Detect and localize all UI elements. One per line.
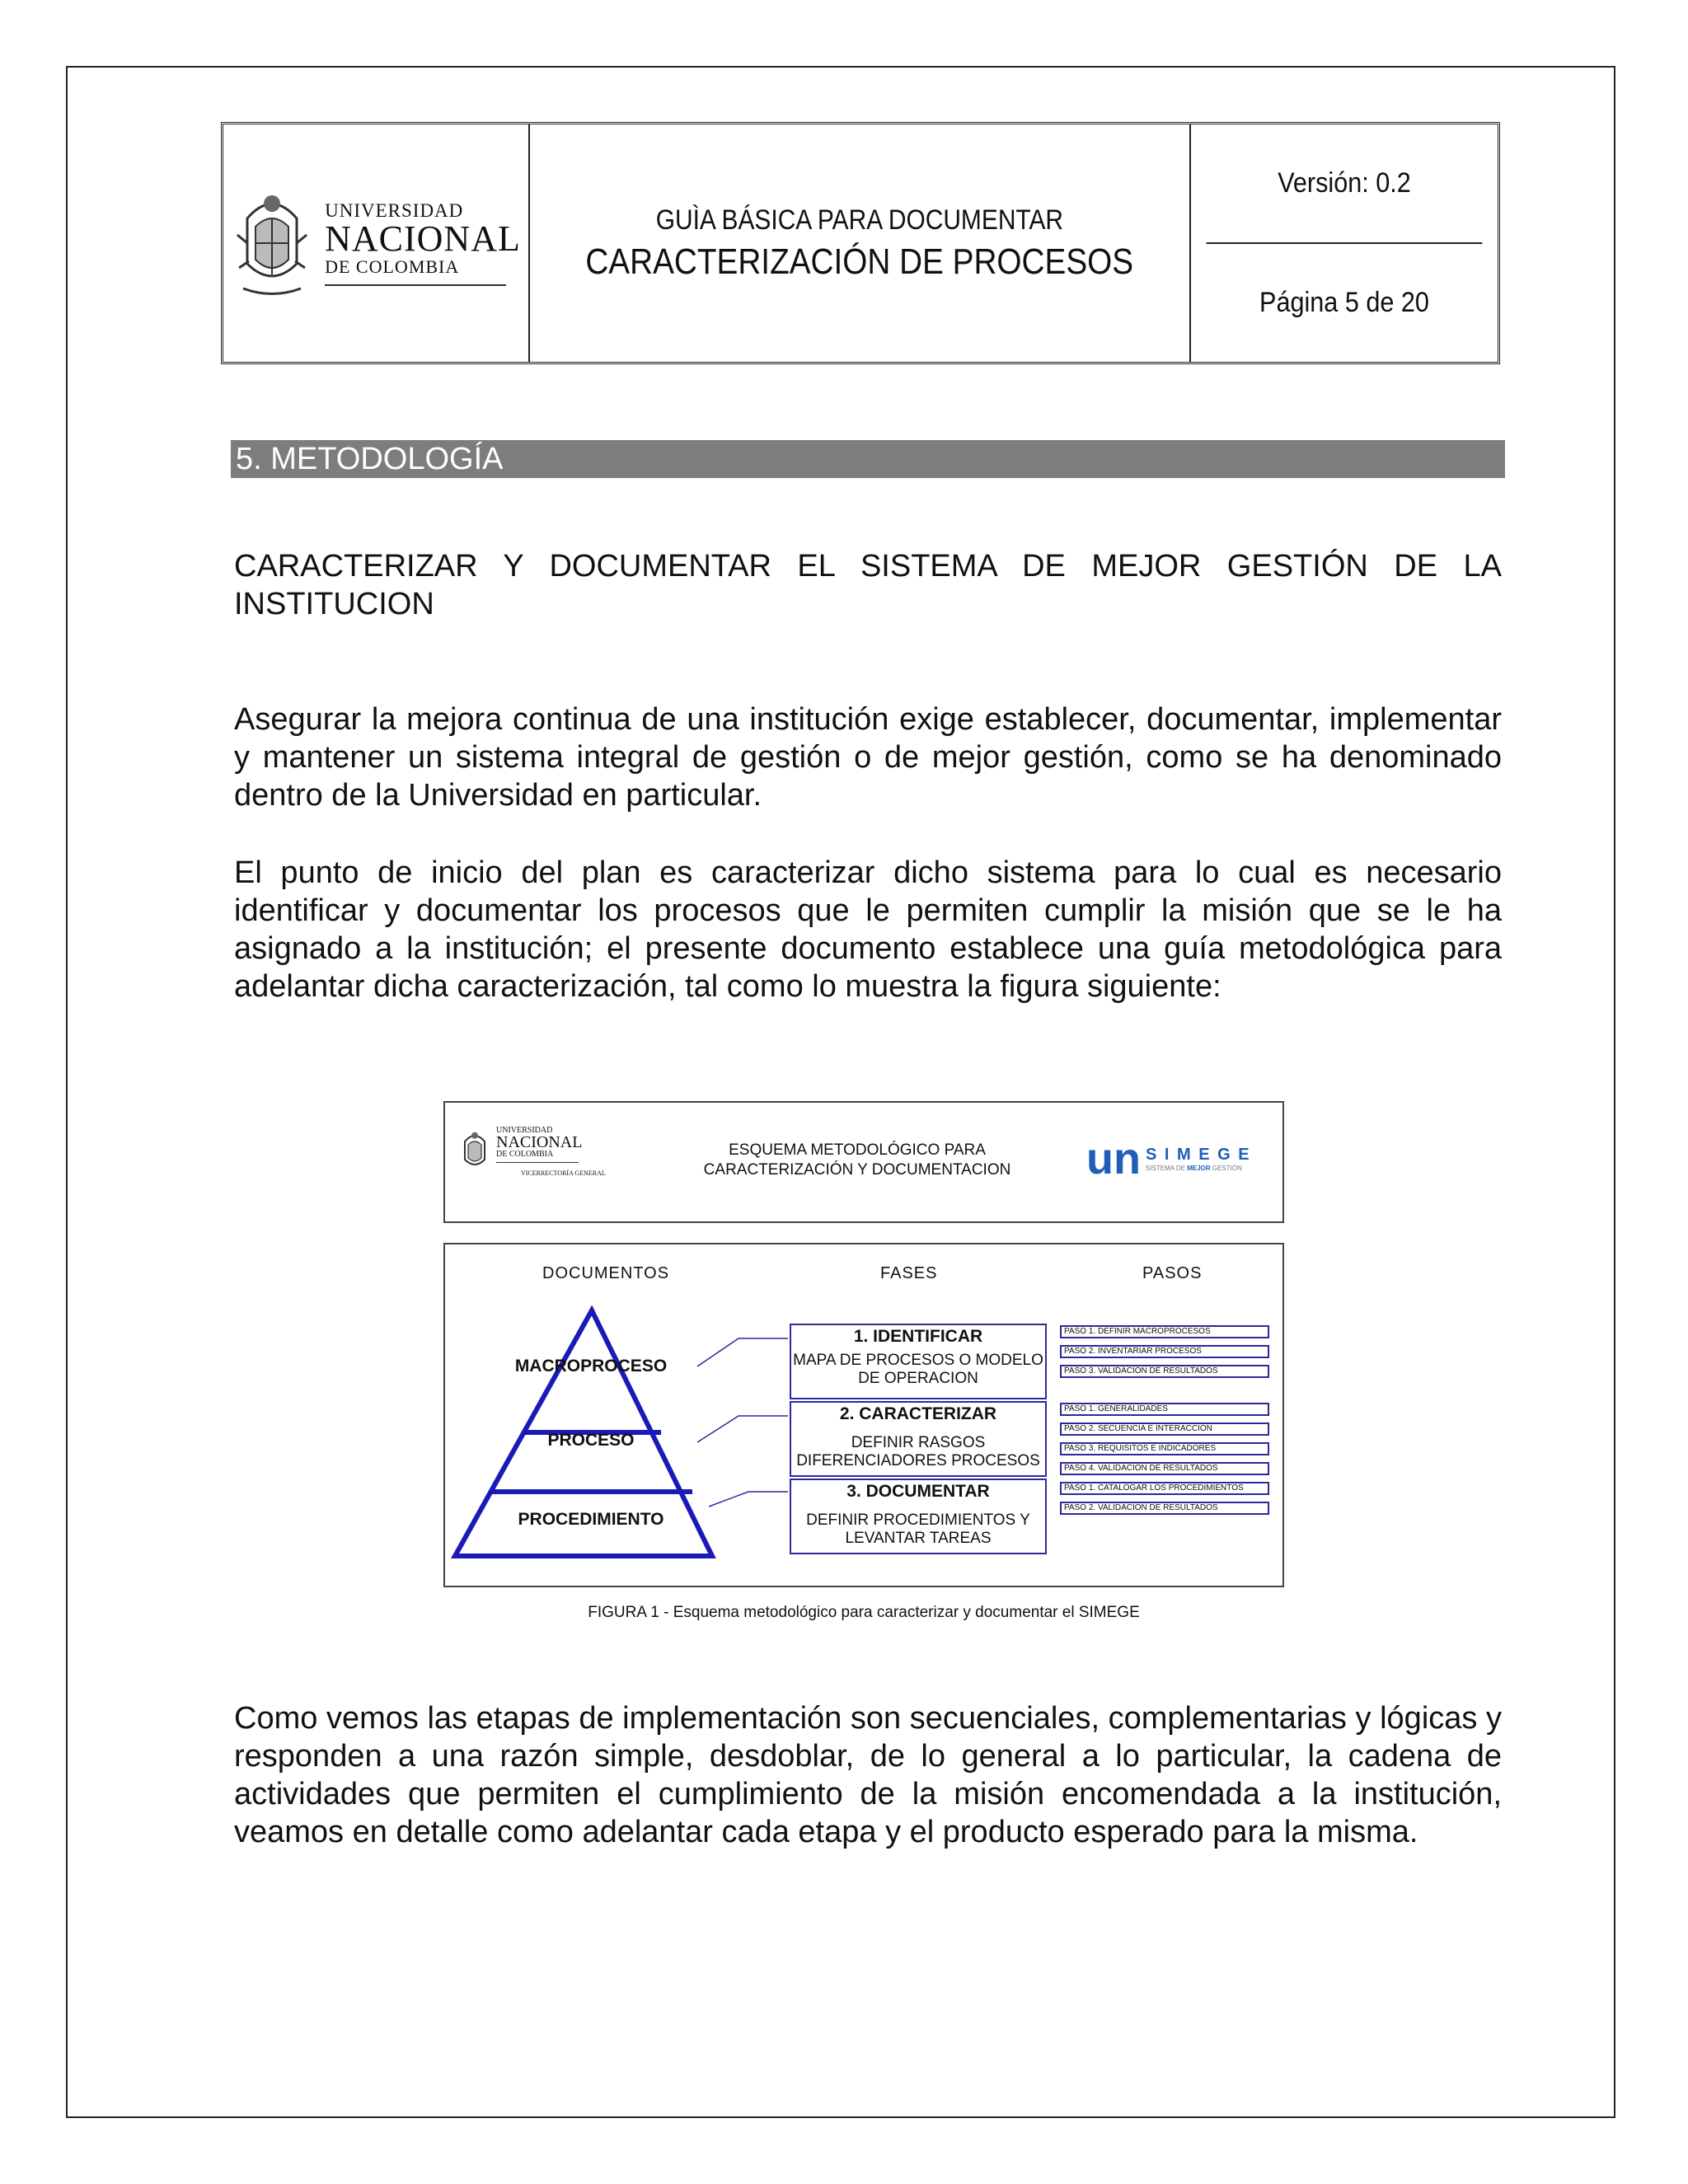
phase-desc-line-2: DE OPERACION [858,1370,978,1387]
phase-description [791,1511,1045,1548]
document-header [221,122,1500,364]
simege-tagline-post: GESTIÓN [1210,1165,1242,1172]
step-item: PASO 4. VALIDACION DE RESULTADOS [1060,1462,1269,1475]
figure-title-line-1: ESQUEMA METODOLÓGICO PARA [729,1141,986,1159]
figure-university-logo [458,1126,606,1177]
step-item: PASO 1. CATALOGAR LOS PROCEDIMIENTOS [1060,1482,1269,1495]
simege-tagline [1146,1165,1251,1172]
figure-logo-line-4: VICERRECTORÍA GENERAL [521,1169,606,1177]
step-item: PASO 3. REQUISITOS E INDICADORES [1060,1442,1269,1455]
phase-desc-line-2: DIFERENCIADORES PROCESOS [796,1452,1040,1469]
logo-line-3: DE COLOMBIA [325,256,506,286]
phase-box-identificar [790,1324,1047,1399]
paragraph-2: El punto de inicio del plan es caracterizar dicho sistema para lo cual es necesario identificar y documentar los procesos que le permiten cumplir la misión que se le ha asignado a la institución; el presente documento establece una guía metodológica para adelantar dicha caracterización, tal como lo muestra la figura siguiente: [234,855,1502,1004]
simege-tagline-pre: SISTEMA DE [1145,1165,1188,1172]
methodology-diagram [443,1243,1284,1587]
header-title-cell [530,124,1191,362]
body-heading: CARACTERIZAR Y DOCUMENTAR EL SISTEMA DE MEJOR GESTIÓN DE LA INSTITUCION [234,549,1502,621]
header-title-line-1: GUÌA BÁSICA PARA DOCUMENTAR [655,204,1064,236]
phase-desc-line-1: DEFINIR RASGOS [851,1434,986,1451]
phase-desc-line-2: LEVANTAR TAREAS [845,1530,992,1547]
figure-title-line-2: CARACTERIZACIÓN Y DOCUMENTACION [703,1161,1011,1179]
figure-logo-line-1: UNIVERSIDAD [496,1126,553,1135]
phase-title: 1. IDENTIFICAR [853,1327,983,1346]
section-title: 5. METODOLOGÍA [231,440,1505,478]
paragraph-1: Asegurar la mejora continua de una institución exige establecer, documentar, implementar y mantener un sistema integral de gestión o de mejor gestión, como se ha denominado dentro de la Universidad en particular. [234,702,1502,813]
logo-line-2: NACIONAL [325,218,521,259]
column-header-phases: FASES [880,1264,938,1282]
phase-description [791,1352,1045,1388]
coat-of-arms-icon [458,1127,491,1176]
paragraph-3: Como vemos las etapas de implementación son secuenciales, complementarias y lógicas y responden a una razón simple, desdoblar, de lo general a lo particular, la cadena de actividades que permiten el cumplimiento de la misión encomendada a la institución, veamos en detalle como adelantar cada etapa y el producto esperado para la misma. [234,1701,1502,1849]
step-item: PASO 2. SECUENCIA E INTERACCIÓN [1060,1422,1269,1436]
step-item: PASO 2. VALIDACION DE RESULTADOS [1060,1502,1269,1515]
pyramid-level-proceso: PROCESO [547,1431,635,1450]
simege-logo [1086,1134,1251,1183]
column-header-documents: DOCUMENTOS [542,1264,670,1282]
phase-title: 3. DOCUMENTAR [846,1482,990,1501]
header-meta-cell [1191,124,1498,362]
step-item: PASO 2. INVENTARIAR PROCESOS [1060,1345,1269,1358]
step-item: PASO 1. DEFINIR MACROPROCESOS [1060,1325,1269,1338]
header-logo-cell [223,124,530,362]
figure-caption: FIGURA 1 - Esquema metodológico para caracterizar y documentar el SIMEGE [588,1604,1140,1621]
header-title-line-2: CARACTERIZACIÓN DE PROCESOS [585,241,1134,282]
figure-banner [443,1101,1284,1223]
coat-of-arms-icon [231,185,313,301]
simege-tagline-mid: MEJOR [1187,1165,1211,1172]
figure-logo-line-3: DE COLOMBIA [496,1150,579,1163]
phase-description [791,1434,1045,1470]
un-logo-mark: un [1086,1134,1141,1183]
phase-title: 2. CARACTERIZAR [839,1404,997,1423]
step-item: PASO 3. VALIDACION DE RESULTADOS [1060,1365,1269,1378]
logo-line-1: UNIVERSIDAD [325,200,464,221]
page-number: Página 5 de 20 [1259,287,1429,318]
simege-name: S I M E G E [1145,1146,1251,1164]
phase-box-documentar [790,1479,1047,1554]
version-label: Versión: 0.2 [1207,124,1483,244]
phase-desc-line-1: DEFINIR PROCEDIMIENTOS Y [806,1511,1030,1529]
figure-logo-line-2: NACIONAL [496,1133,583,1151]
phase-desc-line-1: MAPA DE PROCESOS O MODELO [793,1352,1043,1369]
university-logo [231,185,521,301]
pyramid-level-macroproceso: MACROPROCESO [514,1357,668,1376]
phase-box-caracterizar [790,1401,1047,1477]
pyramid-level-procedimiento: PROCEDIMIENTO [518,1510,664,1529]
column-header-steps: PASOS [1142,1264,1203,1282]
step-item: PASO 1. GENERALIDADES [1060,1403,1269,1416]
